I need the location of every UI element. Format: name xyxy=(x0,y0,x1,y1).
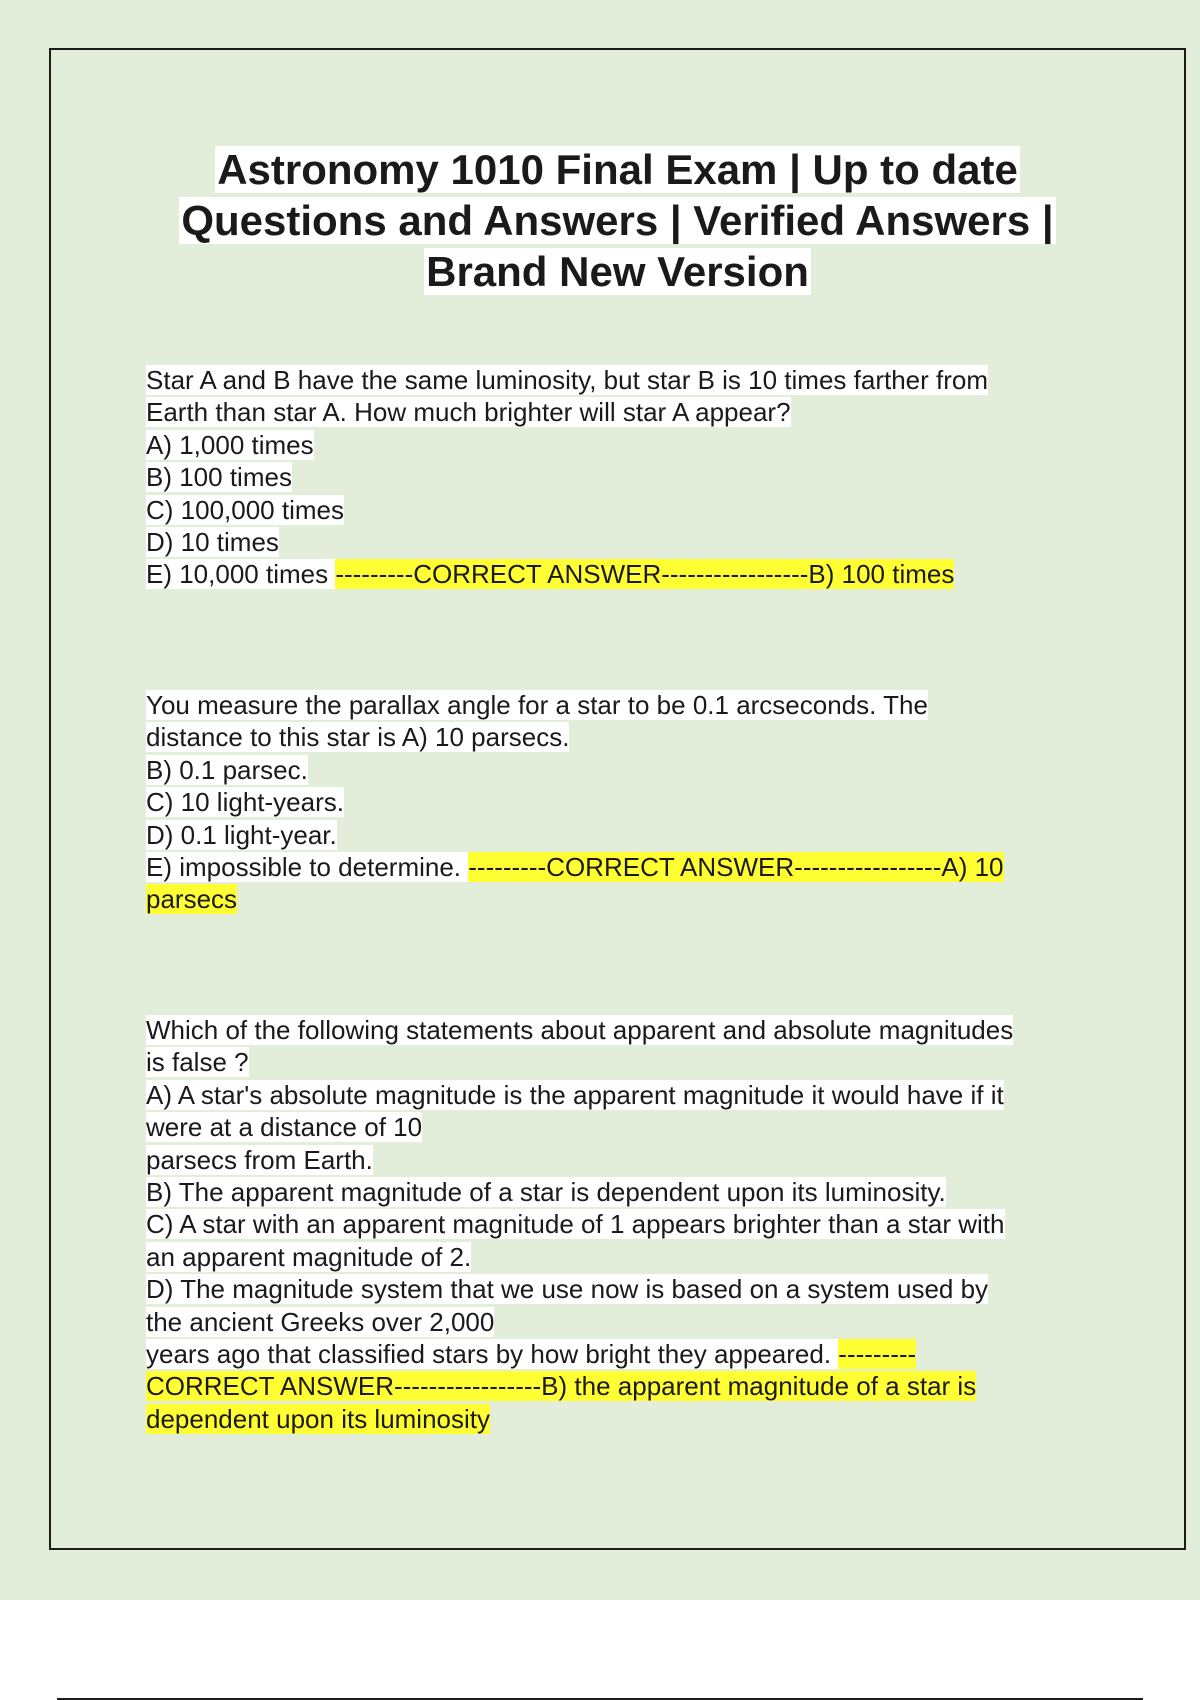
answer-option: A) A star's absolute magnitude is the apparent magnitude it would have if it xyxy=(146,1079,1004,1110)
answer-option: years ago that classified stars by how bright they appeared. xyxy=(146,1339,839,1370)
answer-option: the ancient Greeks over 2,000 xyxy=(146,1306,495,1337)
question-1 xyxy=(146,364,1091,591)
correct-answer-highlight: CORRECT ANSWER-----------------B) the apparent magnitude of a star is xyxy=(146,1371,977,1402)
question-text: You measure the parallax angle for a star to be 0.1 arcseconds. The xyxy=(146,690,928,720)
title-line: Questions and Answers | Verified Answers | xyxy=(181,197,1054,244)
correct-answer-highlight: ---------CORRECT ANSWER-----------------B) 100 times xyxy=(335,559,955,590)
document-title xyxy=(130,144,1105,297)
question-text: Which of the following statements about apparent and absolute magnitudes xyxy=(146,1015,1014,1045)
answer-option: C) 10 light-years. xyxy=(146,787,344,818)
answer-option: B) The apparent magnitude of a star is dependent upon its luminosity. xyxy=(146,1177,946,1208)
answer-option: parsecs from Earth. xyxy=(146,1144,373,1175)
correct-answer-highlight: --------- xyxy=(838,1339,917,1370)
correct-answer-highlight: ---------CORRECT ANSWER-----------------A) 10 xyxy=(468,852,1004,883)
question-2 xyxy=(146,689,1091,916)
title-line: Brand New Version xyxy=(426,248,809,295)
answer-option: an apparent magnitude of 2. xyxy=(146,1241,472,1272)
answer-option: A) 1,000 times xyxy=(146,429,314,460)
question-text: Star A and B have the same luminosity, but star B is 10 times farther from xyxy=(146,365,989,395)
answer-option: E) 10,000 times xyxy=(146,559,336,590)
answer-option: D) The magnitude system that we use now is based on a system used by xyxy=(146,1274,989,1305)
correct-answer-highlight: parsecs xyxy=(146,884,238,915)
question-text: is false ? xyxy=(146,1047,249,1078)
correct-answer-highlight: dependent upon its luminosity xyxy=(146,1403,491,1434)
answer-option: B) 0.1 parsec. xyxy=(146,754,308,785)
answer-option: D) 0.1 light-year. xyxy=(146,819,337,850)
question-text: distance to this star is A) 10 parsecs. xyxy=(146,722,570,753)
answer-option: D) 10 times xyxy=(146,527,279,558)
answer-option: C) A star with an apparent magnitude of 1 appears brighter than a star with xyxy=(146,1209,1005,1240)
answer-option: E) impossible to determine. xyxy=(146,852,469,883)
answer-option: C) 100,000 times xyxy=(146,494,344,525)
answer-option: were at a distance of 10 xyxy=(146,1112,423,1143)
question-text: Earth than star A. How much brighter will star A appear? xyxy=(146,397,791,428)
title-line: Astronomy 1010 Final Exam | Up to date xyxy=(217,146,1018,193)
question-3 xyxy=(146,1014,1091,1435)
answer-option: B) 100 times xyxy=(146,462,292,493)
